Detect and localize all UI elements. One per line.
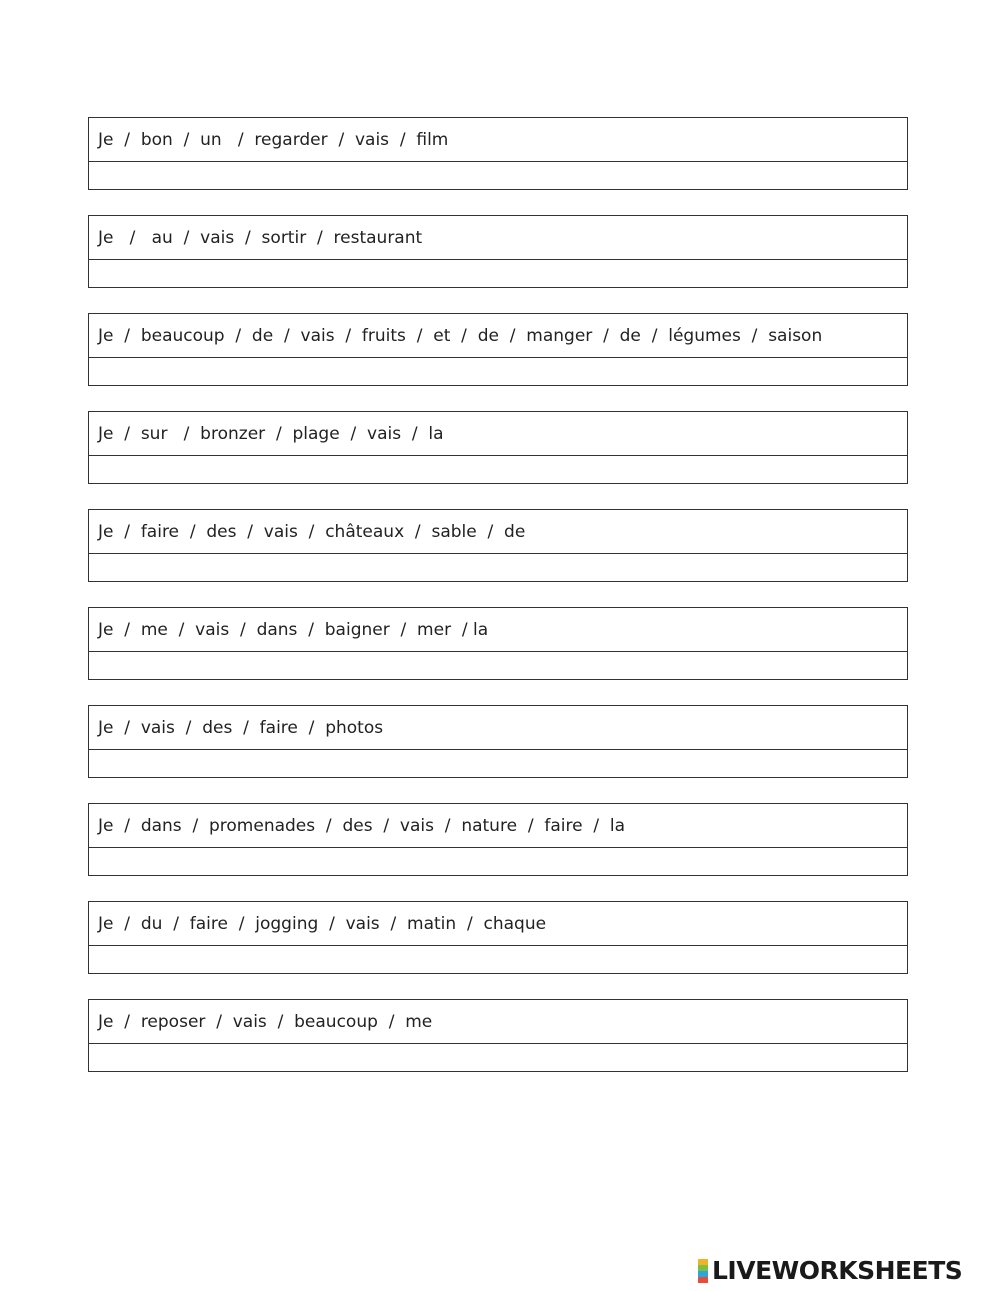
answer-field[interactable] bbox=[89, 554, 907, 582]
exercise-9 bbox=[88, 901, 908, 974]
answer-field[interactable] bbox=[89, 162, 907, 190]
exercise-prompt: Je / reposer / vais / beaucoup / me bbox=[89, 1000, 907, 1044]
answer-field[interactable] bbox=[89, 652, 907, 680]
answer-field[interactable] bbox=[89, 456, 907, 484]
answer-field[interactable] bbox=[89, 1044, 907, 1072]
exercise-prompt: Je / dans / promenades / des / vais / nature / faire / la bbox=[89, 804, 907, 848]
exercise-prompt: Je / beaucoup / de / vais / fruits / et / de / manger / de / légumes / saison bbox=[89, 314, 907, 358]
exercise-prompt: Je / faire / des / vais / châteaux / sable / de bbox=[89, 510, 907, 554]
exercise-10 bbox=[88, 999, 908, 1072]
exercise-5 bbox=[88, 509, 908, 582]
logo-mark-block bbox=[698, 1277, 708, 1283]
answer-field[interactable] bbox=[89, 848, 907, 876]
logo-mark-icon bbox=[698, 1259, 708, 1283]
logo-text: LIVEWORKSHEETS bbox=[712, 1256, 963, 1285]
exercise-6 bbox=[88, 607, 908, 680]
exercise-7 bbox=[88, 705, 908, 778]
exercise-prompt: Je / sur / bronzer / plage / vais / la bbox=[89, 412, 907, 456]
exercise-prompt: Je / bon / un / regarder / vais / film bbox=[89, 118, 907, 162]
answer-field[interactable] bbox=[89, 946, 907, 974]
exercise-8 bbox=[88, 803, 908, 876]
exercise-prompt: Je / me / vais / dans / baigner / mer / la bbox=[89, 608, 907, 652]
exercise-1 bbox=[88, 117, 908, 190]
answer-field[interactable] bbox=[89, 260, 907, 288]
exercise-prompt: Je / au / vais / sortir / restaurant bbox=[89, 216, 907, 260]
liveworksheets-logo bbox=[698, 1258, 962, 1284]
exercise-prompt: Je / du / faire / jogging / vais / matin / chaque bbox=[89, 902, 907, 946]
answer-field[interactable] bbox=[89, 750, 907, 778]
exercise-2 bbox=[88, 215, 908, 288]
exercise-4 bbox=[88, 411, 908, 484]
exercise-3 bbox=[88, 313, 908, 386]
answer-field[interactable] bbox=[89, 358, 907, 386]
exercise-prompt: Je / vais / des / faire / photos bbox=[89, 706, 907, 750]
